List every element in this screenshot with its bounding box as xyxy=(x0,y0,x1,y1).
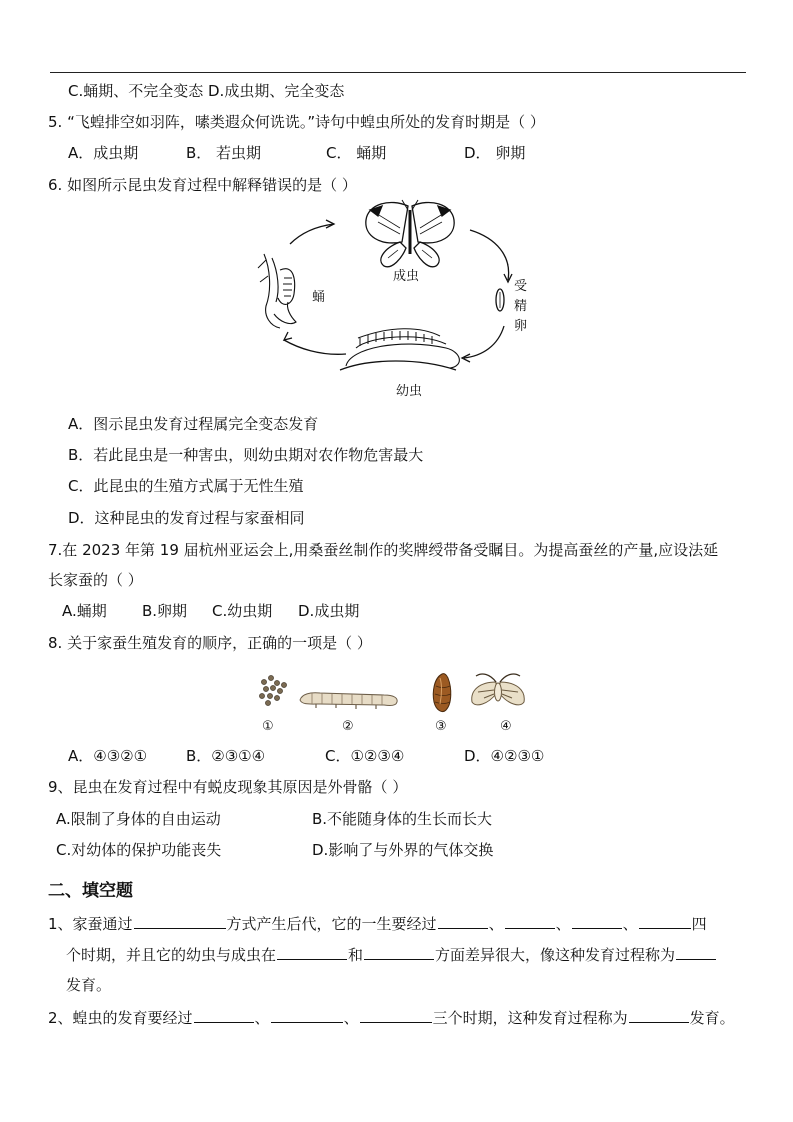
q9-option-d[interactable]: D.影响了与外界的气体交换 xyxy=(312,841,494,859)
silkworm-moth-image xyxy=(472,674,525,705)
q9-option-c[interactable]: C.对幼体的保护功能丧失 xyxy=(56,841,222,859)
f2-blank-stage-3[interactable] xyxy=(360,1006,432,1023)
pupa-illustration xyxy=(258,254,296,328)
silkworm-stages-illustration xyxy=(250,664,530,736)
f1-blank-stage-4[interactable] xyxy=(639,912,691,929)
q5-option-d[interactable]: D． 卵期 xyxy=(464,144,526,162)
f1-blank-stage-1[interactable] xyxy=(438,912,488,929)
q9-option-a[interactable]: A.限制了身体的自由运动 xyxy=(56,810,221,828)
f1-blank-reproduction[interactable] xyxy=(134,912,226,929)
q7-stem-line1: 7.在 2023 年第 19 届杭州亚运会上,用桑蚕丝制作的奖牌绶带备受瞩目。为提高蚕丝的产量,应设法延 xyxy=(48,541,719,559)
f1-line1: 1、家蚕通过 方式产生后代，它的一生要经过 、 、 、 四 xyxy=(48,912,707,934)
butterfly-adult-illustration xyxy=(366,200,454,267)
q5-option-a[interactable]: A．成虫期 xyxy=(68,144,139,162)
f1-blank-stage-2[interactable] xyxy=(505,912,555,929)
label-pupa: 蛹 xyxy=(312,290,326,305)
q9-stem: 9、昆虫在发育过程中有蜕皮现象其原因是外骨骼（ ） xyxy=(48,778,408,796)
q5-stem: 5. “飞蝗排空如羽阵，嗉类遐众何诜诜。”诗句中蝗虫所处的发育时期是（ ） xyxy=(48,113,545,131)
q9-option-b[interactable]: B.不能随身体的生长而长大 xyxy=(312,810,493,828)
f2-blank-stage-1[interactable] xyxy=(194,1006,254,1023)
q7-stem-line2: 长家蚕的（ ） xyxy=(48,571,143,589)
q7-option-b[interactable]: B.卵期 xyxy=(142,602,188,620)
q6-option-c[interactable]: C．此昆虫的生殖方式属于无性生殖 xyxy=(68,477,304,495)
silkworm-pupa-image xyxy=(433,674,451,712)
insect-lifecycle-diagram xyxy=(250,198,550,403)
label-adult: 成虫 xyxy=(393,269,420,284)
f1-blank-stage-3[interactable] xyxy=(572,912,622,929)
q5-option-c[interactable]: C． 蛹期 xyxy=(326,144,387,162)
stage-label-1: ① xyxy=(262,719,274,734)
header-rule xyxy=(50,72,746,73)
q5-options xyxy=(68,142,525,163)
q8-option-a[interactable]: A．④③②① xyxy=(68,747,148,765)
label-egg: 受 精 卵 xyxy=(514,279,528,334)
q7-option-a[interactable]: A.蛹期 xyxy=(62,602,107,620)
q7-option-d[interactable]: D.成虫期 xyxy=(298,602,360,620)
stage-label-2: ② xyxy=(342,719,354,734)
f2-blank-development-type[interactable] xyxy=(629,1006,689,1023)
stage-label-4: ④ xyxy=(500,719,512,734)
q5-option-b[interactable]: B． 若虫期 xyxy=(186,144,262,162)
stage-label-3: ③ xyxy=(435,719,447,734)
silkworm-larva-image xyxy=(300,693,397,709)
arrow-egg-to-larva xyxy=(464,326,504,358)
arrow-larva-to-pupa xyxy=(284,340,346,354)
silkworm-eggs-image xyxy=(259,675,286,705)
label-larva: 幼虫 xyxy=(396,384,423,399)
q6-stem: 6. 如图所示昆虫发育过程中解释错误的是（ ） xyxy=(48,176,357,194)
f1-blank-difference-1[interactable] xyxy=(277,943,347,960)
q6-option-b[interactable]: B．若此昆虫是一种害虫，则幼虫期对农作物危害最大 xyxy=(68,446,424,464)
larva-illustration xyxy=(340,329,459,370)
f1-blank-difference-2[interactable] xyxy=(364,943,434,960)
arrow-adult-to-egg xyxy=(470,230,509,280)
q8-option-c[interactable]: C．①②③④ xyxy=(325,747,405,765)
q8-options xyxy=(68,745,544,766)
f2-line: 2、蝗虫的发育要经过 、 、 三个时期，这种发育过程称为 发育。 xyxy=(48,1006,735,1028)
q8-option-d[interactable]: D．④②③① xyxy=(464,747,545,765)
q8-option-b[interactable]: B．②③①④ xyxy=(186,747,266,765)
q8-stem: 8. 关于家蚕生殖发育的顺序，正确的一项是（ ） xyxy=(48,634,372,652)
f1-line3: 发育。 xyxy=(66,976,112,994)
q6-option-a[interactable]: A．图示昆虫发育过程属完全变态发育 xyxy=(68,415,319,433)
f1-blank-development-type[interactable] xyxy=(676,943,716,960)
q6-option-d[interactable]: D．这种昆虫的发育过程与家蚕相同 xyxy=(68,509,305,527)
f2-blank-stage-2[interactable] xyxy=(271,1006,343,1023)
q7-option-c[interactable]: C.幼虫期 xyxy=(212,602,273,620)
q4-options-tail: C.蛹期、不完全变态 D.成虫期、完全变态 xyxy=(68,82,345,100)
q7-options xyxy=(62,600,359,621)
section-title-fill-in: 二、填空题 xyxy=(48,881,133,901)
f1-line2: 个时期，并且它的幼虫与成虫在 和 方面差异很大，像这种发育过程称为 xyxy=(66,943,717,965)
